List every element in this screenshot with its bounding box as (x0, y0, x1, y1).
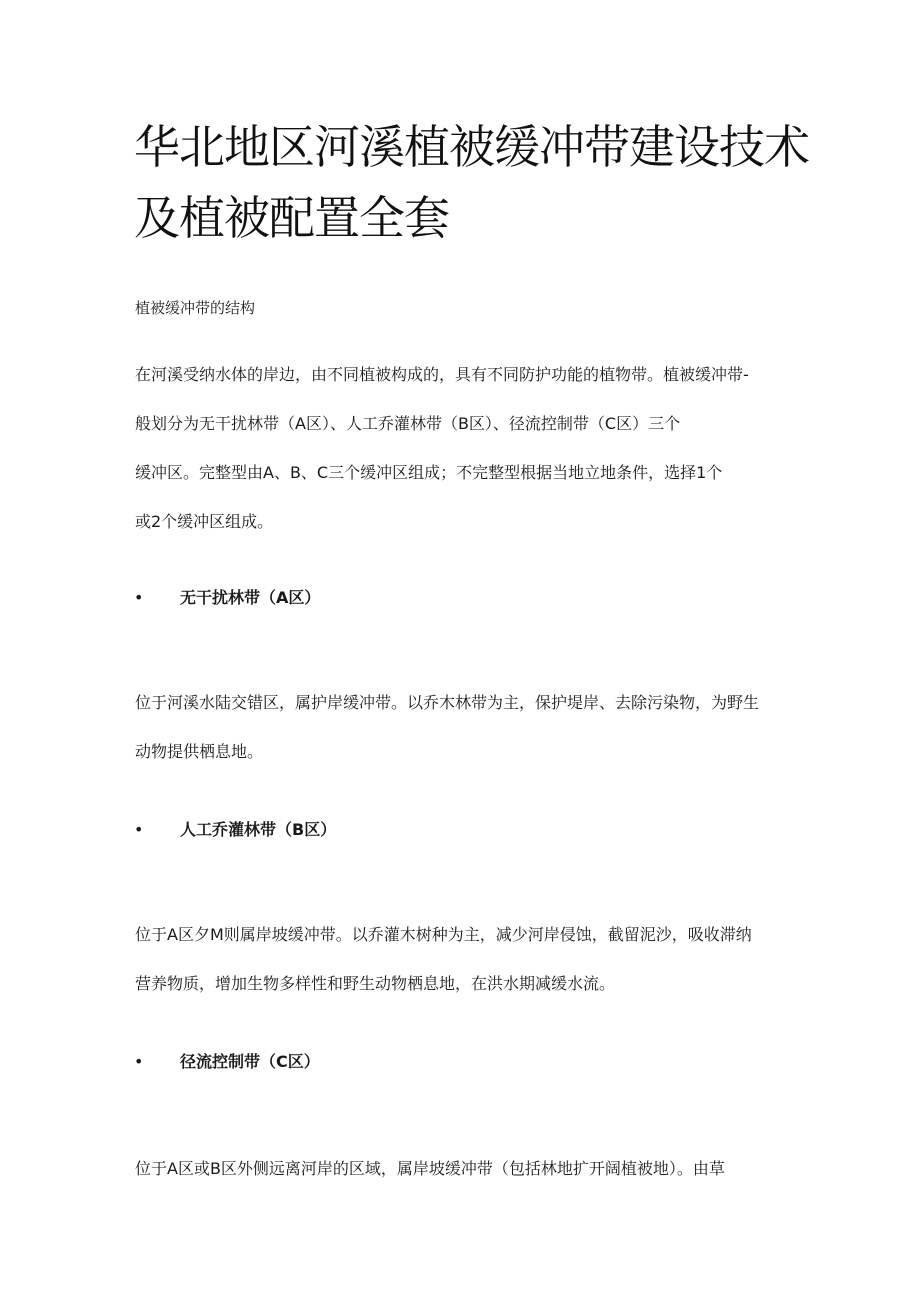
zone-c-paragraph (135, 1154, 795, 1203)
title-line: 及植被配置全套 (134, 191, 449, 245)
document-title (134, 112, 809, 254)
title-line: 华北地区河溪植被缓冲带建设技术 (134, 120, 809, 174)
zone-a-paragraph (135, 688, 795, 786)
zone-b-paragraph (135, 920, 795, 1018)
zone-heading-text: 径流控制带（C区） (180, 1052, 320, 1071)
paragraph-line: 位于A区或B区外侧远离河岸的区域，属岸坡缓冲带（包括林地扩开阔植被地）。由草 (135, 1159, 725, 1178)
intro-paragraph (135, 360, 795, 556)
paragraph-line: 位于A区夕M则属岸坡缓冲带。以乔灌木树种为主，减少河岸侵蚀，截留泥沙，吸收滞纳 (135, 925, 752, 944)
paragraph-line: 在河溪受纳水体的岸边，由不同植被构成的，具有不同防护功能的植物带。植被缓冲带- (135, 365, 749, 384)
paragraph-line: 般划分为无干扰林带（A区）、人工乔灌林带（B区）、径流控制带（C区）三个 (135, 414, 681, 433)
paragraph-line: 缓冲区。完整型由A、B、C三个缓冲区组成；不完整型根据当地立地条件，选择1个 (135, 463, 723, 482)
zone-a-heading (134, 586, 320, 610)
bullet-icon: • (134, 588, 144, 607)
bullet-icon: • (134, 820, 144, 839)
zone-heading-text: 无干扰林带（A区） (180, 588, 321, 607)
bullet-icon: • (134, 1052, 144, 1071)
paragraph-line: 动物提供栖息地。 (135, 742, 264, 761)
section-heading: 植被缓冲带的结构 (135, 299, 256, 317)
paragraph-line: 位于河溪水陆交错区，属护岸缓冲带。以乔木林带为主，保护堤岸、去除污染物，为野生 (135, 693, 760, 712)
paragraph-line: 营养物质，增加生物多样性和野生动物栖息地，在洪水期减缓水流。 (135, 974, 616, 993)
zone-heading-text: 人工乔灌林带（B区） (180, 820, 337, 839)
zone-c-heading (134, 1050, 320, 1074)
paragraph-line: 或2个缓冲区组成。 (135, 512, 274, 531)
zone-b-heading (134, 818, 336, 842)
